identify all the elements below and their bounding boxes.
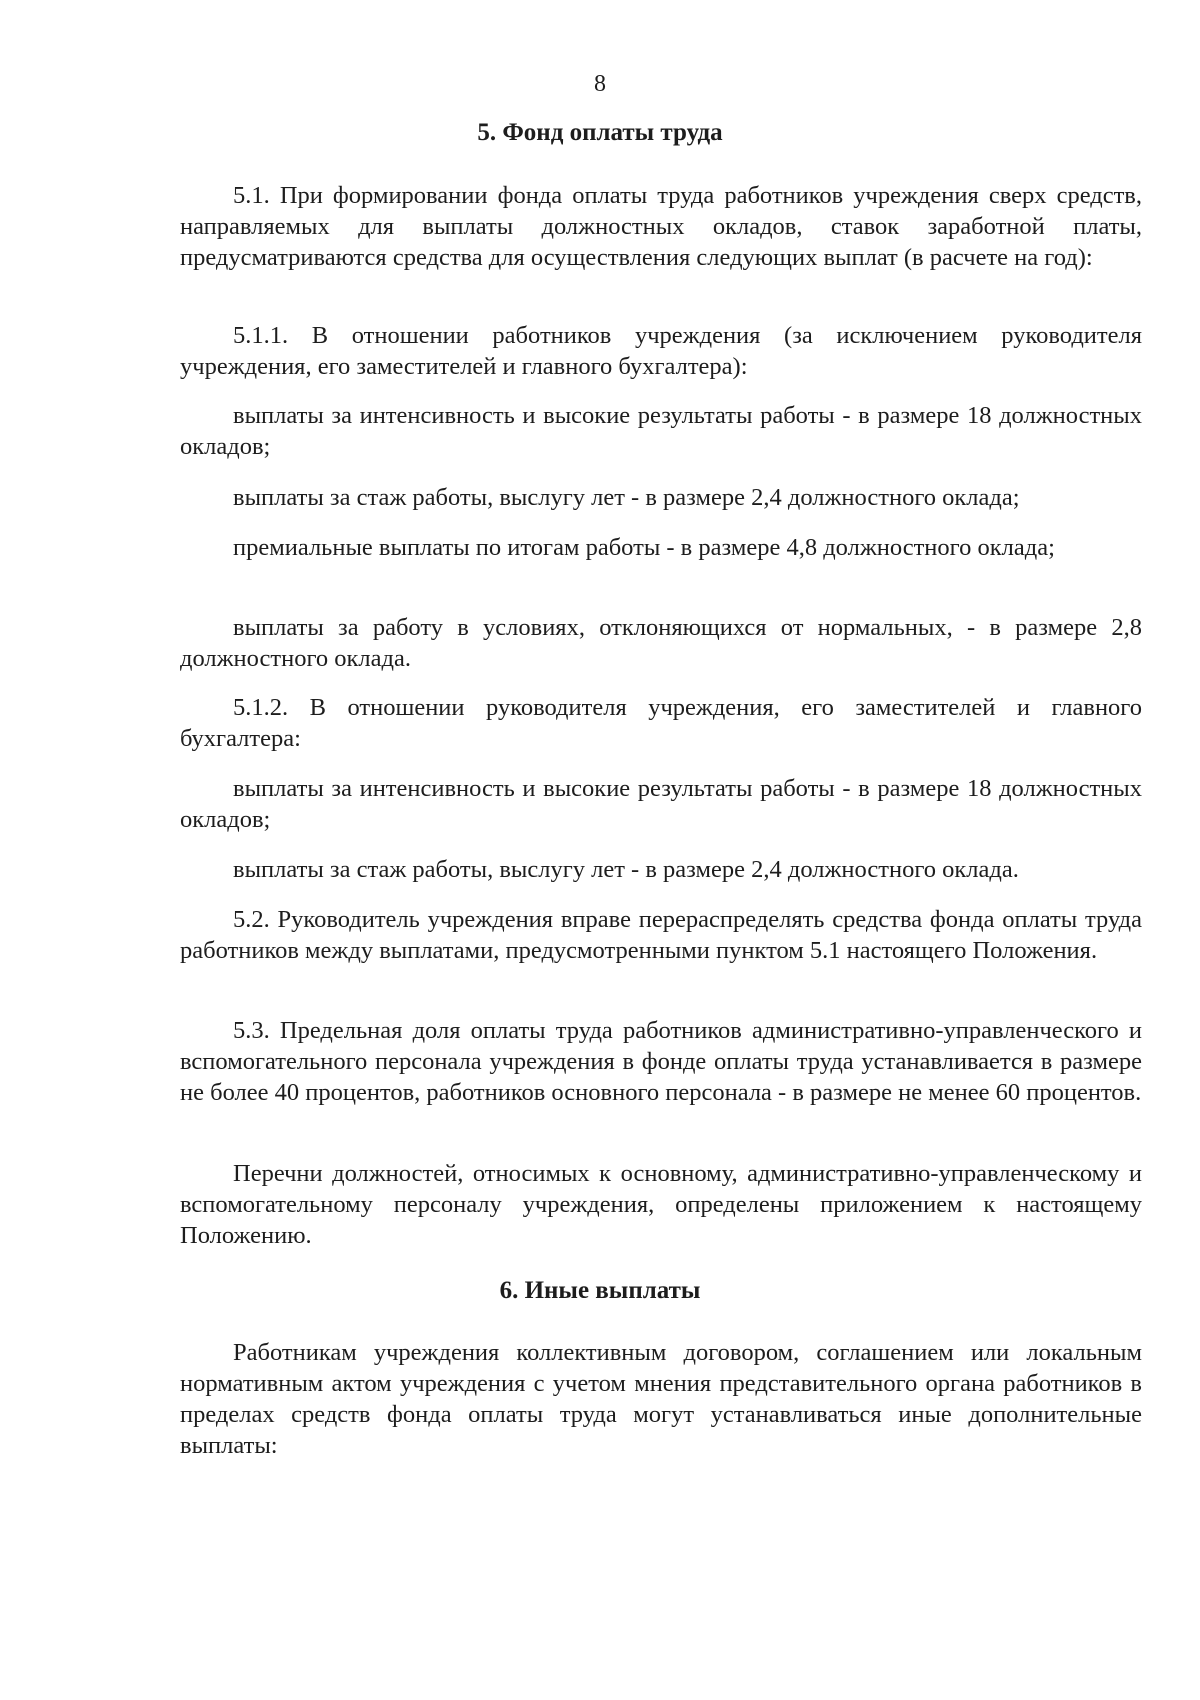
paragraph-seniority-payments: выплаты за стаж работы, выслугу лет - в размере 2,4 должностного оклада;: [233, 484, 1020, 511]
section-title-6: 6. Иные выплаты: [499, 1277, 701, 1304]
paragraph-head-intensity-payments: выплаты за интенсивность и высокие результаты работы - в размере 18 должностных окладов;: [180, 775, 1142, 833]
paragraph-bonus-payments: премиальные выплаты по итогам работы - в размере 4,8 должностного оклада;: [233, 534, 1055, 561]
paragraph-5-1: 5.1. При формировании фонда оплаты труда работников учреждения сверх средств, направляемых для выплаты должностных окладов, ставок заработной платы, предусматриваются средства для осуществления следующих выплат (в расчете на год):: [180, 182, 1142, 271]
paragraph-5-2: 5.2. Руководитель учреждения вправе перераспределять средства фонда оплаты труда работников между выплатами, предусмотренными пунктом 5.1 настоящего Положения.: [180, 906, 1142, 964]
paragraph-head-seniority-payments: выплаты за стаж работы, выслугу лет - в размере 2,4 должностного оклада.: [233, 856, 1019, 883]
paragraph-5-1-2: 5.1.2. В отношении руководителя учреждения, его заместителей и главного бухгалтера:: [180, 694, 1142, 752]
paragraph-conditions-payments: выплаты за работу в условиях, отклоняющихся от нормальных, - в размере 2,8 должностного оклада.: [180, 614, 1142, 672]
section-title-5: 5. Фонд оплаты труда: [477, 119, 723, 146]
paragraph-intensity-payments: выплаты за интенсивность и высокие результаты работы - в размере 18 должностных окладов;: [180, 402, 1142, 460]
paragraph-5-3: 5.3. Предельная доля оплаты труда работников административно-управленческого и вспомогательного персонала учреждения в фонде оплаты труда устанавливается в размере не более 40 процентов, работников основного персонала - в размере не менее 60 процентов.: [180, 1017, 1142, 1106]
paragraph-other-payments: Работникам учреждения коллективным договором, соглашением или локальным нормативным актом учреждения с учетом мнения представительного органа работников в пределах средств фонда оплаты труда могут устанавливаться иные дополнительные выплаты:: [180, 1339, 1142, 1459]
paragraph-position-lists: Перечни должностей, относимых к основному, административно-управленческому и вспомогательному персоналу учреждения, определены приложением к настоящему Положению.: [180, 1160, 1142, 1249]
page-number: 8: [594, 71, 606, 97]
paragraph-5-1-1: 5.1.1. В отношении работников учреждения (за исключением руководителя учреждения, его заместителей и главного бухгалтера):: [180, 322, 1142, 380]
